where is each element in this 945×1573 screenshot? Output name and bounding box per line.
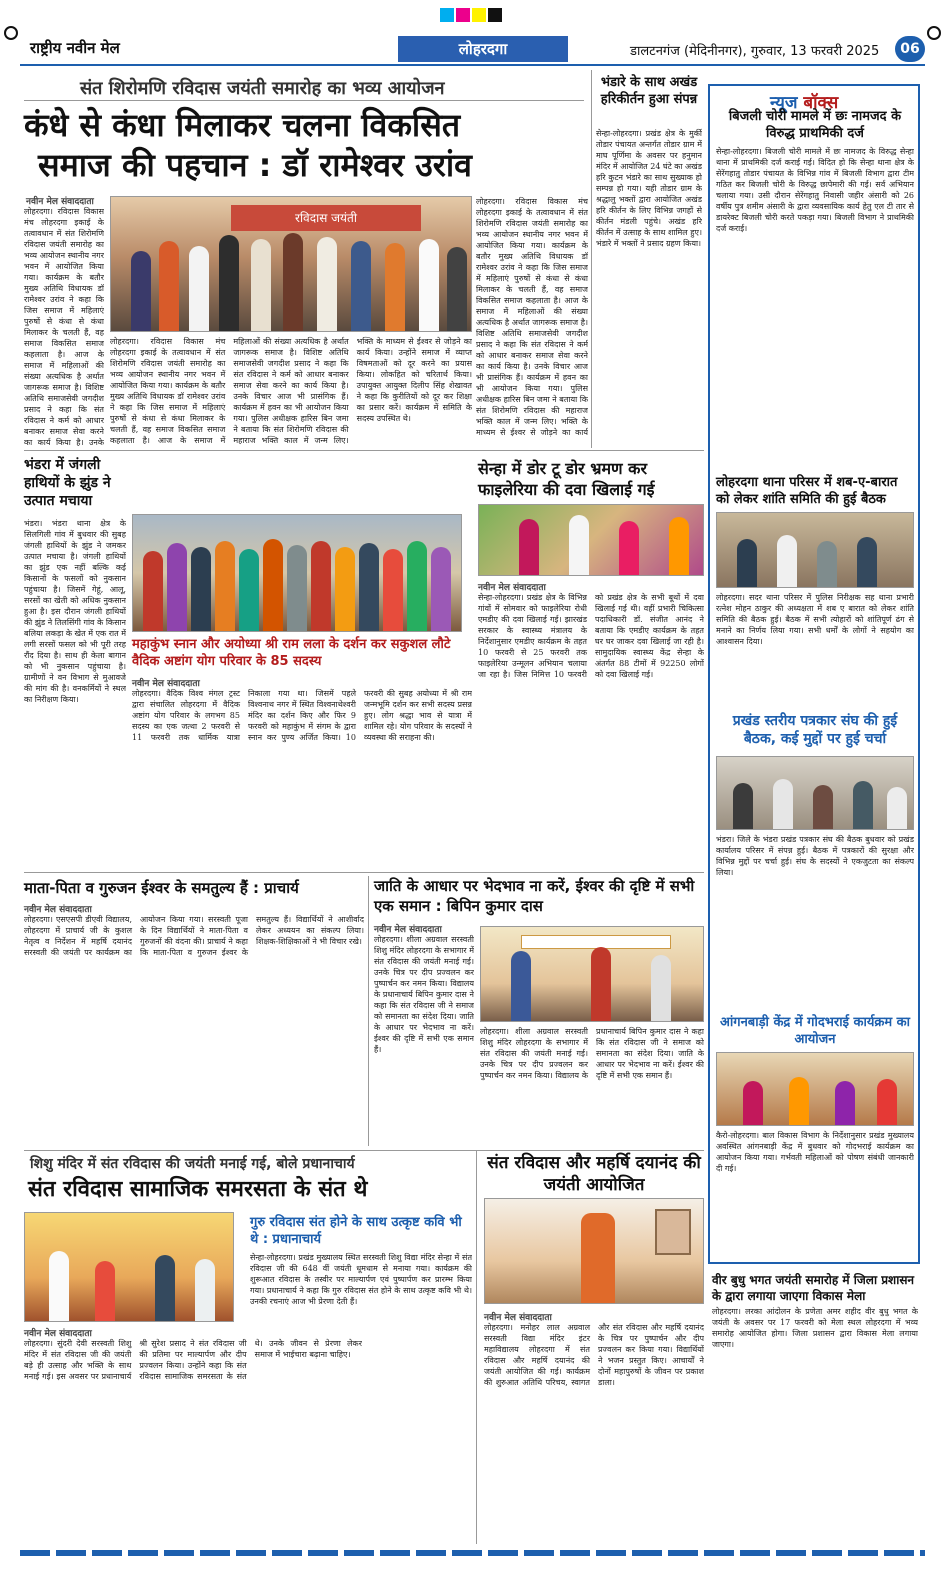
section-rule-3 (24, 1150, 704, 1151)
kumbh-byline: नवीन मेल संवाददाता (132, 679, 200, 689)
guru-headline: माता-पिता व गुरुजन ईश्वर के समतुल्य हैं : प्राचार्य (24, 879, 299, 897)
lead-headline-2: समाज की पहचान : डॉ रामेश्वर उरांव (38, 146, 472, 184)
lead-body-col1: लोहरदगा। रविदास विकास मंच लोहरदगा इकाई के तत्वावधान में संत शिरोमणि रविदास जयंती समारोह का भव्य आयोजन स्थानीय नगर भवन में आयोजित किया गया। कार्यक्रम के बतौर मुख्य अतिथि विधायक डॉ रामेश्वर उरांव ने कहा कि जिस समाज में महिलाएं पुरुषों से कंधा से कंधा मिलाकर के चलती हैं, वह समाज विकसित समाज कहलाता है। आज के समाज में महिलाओं की संख्या अत्यधिक है अर्थात जागरूक समाज है। विशिष्ट अतिथि समाजसेवी जगदीश प्रसाद ने कहा कि संत रविदास ने कर्म को आधार बनाकर समाज सेवा करने का कार्य किया है। उनके (24, 207, 104, 446)
kumbh-body: लोहरदगा। वैदिक विश्व मंगल ट्रस्ट द्वारा संचालित लोहरदगा में वैदिक अष्टांग योग परिवार के लगभग 85 सदस्य का एक जत्था 2 फरवरी से 11 फरवरी तक धार्मिक यात्रा निकाला गया था। जिसमें पहले विश्वनाथ नगर में स्थित विश्वनाथेश्वरी मंदिर का दर्शन किए और फिर 9 फरवरी को महाकुंभ में संगम के द्वारा स्नान कर पुण्य अर्जित किया। 10 फरवरी की सुबह अयोध्या में श्री राम जन्मभूमि दर्शन कर सभी सदस्य प्रसन्न हुए। लोग श्रद्धा भाव से यात्रा में शामिल रहे। योग परिवार के सदस्यों ने व्यवस्था की सराहना की। (132, 689, 472, 742)
filaria-photo (478, 504, 704, 576)
newsbox-b3: भंडरा। जिले के भंडरा प्रखंड पत्रकार संघ की बैठक बुधवार को प्रखंड कार्यालय परिसर में संपन्न हुई। बैठक में पत्रकारों की सुरक्षा और विभिन्न मुद्दों पर चर्चा हुई। संघ के सदस्यों ने एकजुटता का संकल्प लिया। (716, 835, 914, 877)
jati-body-right: लोहरदगा। शीला अग्रवाल सरस्वती शिशु मंदिर लोहरदगा के सभागार में संत रविदास की जयंती मनाई गई। उनके चित्र पर दीप प्रज्वलन कर पुष्पार्चन कर नमन किया। विद्यालय के प्रधानाचार्य बिपिन कुमार दास ने कहा कि संत रविदास जी ने समाज को समानता का संदेश दिया। जाति के आधार पर भेदभाव ना करें। ईश्वर की दृष्टि में सभी एक समान हैं। (480, 1027, 704, 1080)
kumbh-photo (132, 514, 462, 632)
shishu-body: लोहरदगा। सुंदरी देवी सरस्वती शिशु मंदिर में संत रविदास जी की जयंती बड़े ही उत्साह और भक्ति के साथ मनाई गई। इस अवसर पर प्रधानाचार्य श्री सुरेश प्रसाद ने संत रविदास जी की प्रतिमा पर माल्यार्पण और दीप प्रज्वलन किया। उन्होंने कहा कि संत रविदास सामाजिक समरसता के संत थे। उनके जीवन से प्रेरणा लेकर समाज में भाईचारा बढ़ाना चाहिए। (24, 1339, 362, 1381)
filaria-byline: नवीन मेल संवाददाता (478, 583, 546, 593)
registration-mark-left (4, 26, 18, 40)
shishu-kicker: शिशु मंदिर में संत रविदास की जयंती मनाई गई, बोले प्रधानाचार्य (30, 1156, 355, 1172)
color-bar-cyan (440, 8, 454, 22)
column-divider-2 (368, 876, 369, 1146)
kavi-body: सेन्हा-लोहरदगा। प्रखंड मुख्यालय स्थित सरस्वती शिशु विद्या मंदिर सेन्हा में संत रविदास जी की 648 वीं जयंती धूमधाम से मनाया गया। कार्यक्रम की शुरूआत रविदास के तस्वीर पर माल्यार्पण एवं पुष्पार्पण कर प्रारम्भ किया गया। प्रधानाचार्य ने कहा कि गुरु रविदास संत होने के साथ उत्कृष्ट कवि भी थे। उनकी रचनाएं आज भी प्रेरणा देती हैं। (250, 1253, 472, 1306)
section-rule (24, 450, 704, 451)
kirtan-headline: भंडारे के साथ अखंड हरिकीर्तन हुआ संपन्न (600, 75, 698, 107)
shishu-byline: नवीन मेल संवाददाता (24, 1329, 92, 1339)
shishu-headline: संत रविदास सामाजिक समरसता के संत थे (28, 1177, 368, 1202)
lead-headline-1: कंधे से कंधा मिलाकर चलना विकसित (24, 106, 461, 144)
dayanand-byline: नवीन मेल संवाददाता (484, 1313, 552, 1323)
kirtan-body: सेन्हा-लोहरदगा। प्रखंड क्षेत्र के मुर्की तोडार पंचायत अन्तर्गत तोडार ग्राम में माघ पूर्णिमा के अवसर पर हनुमान मंदिर में आयोजित 24 घंटे का अखंड हरि कुटन भंडारे का साथ सुख्याक हो सम्पन्न हो गया। यही तोडार ग्राम के श्रद्धालु भक्तों द्वारा आयोजित अखंड हरि कीर्तन के लिए विभिन्न जगहों से कीर्तन मंडली पहुंचे। अखंड हरि कीर्तन में उत्साह के साथ शामिल हुए। भंडारे में भक्तों ने प्रसाद ग्रहण किया। (596, 129, 702, 248)
lead-byline: नवीन मेल संवाददाता (26, 197, 94, 207)
section-rule-2 (24, 872, 704, 873)
color-bar-magenta (456, 8, 470, 22)
newsbox-photo-4 (716, 1052, 914, 1126)
jati-headline: जाति के आधार पर भेदभाव ना करें, ईश्वर की दृष्टि में सभी एक समान : बिपिन कुमार दास (374, 877, 695, 915)
guru-body: लोहरदगा। एसएसपी डीएवी विद्यालय, लोहरदगा में प्राचार्य जी के कुशल नेतृत्व व निर्देशन में महर्षि दयानंद सरस्वती की जयंती पर कार्यक्रम का आयोजन किया गया। सरस्वती पूजा के दिन विद्यार्थियों ने माता-पिता व गुरुजनों की वंदना की। प्राचार्य ने कहा कि माता-पिता व गुरुजन ईश्वर के समतुल्य हैं। विद्यार्थियों ने आशीर्वाद लेकर अध्ययन का संकल्प लिया। शिक्षक-शिक्षिकाओं ने भी विचार रखे। (24, 915, 364, 957)
elephant-headline: भंडरा में जंगली हाथियों के झुंड ने उत्पात मचाया (24, 457, 111, 509)
shishu-photo (24, 1212, 234, 1322)
dayanand-body: लोहरदगा। मनोहर लाल अग्रवाल सरस्वती विद्या मंदिर इंटर महाविद्यालय लोहरदगा में संत रविदास और महर्षि दयानंद की जयंती आयोजित की गई। कार्यक्रम की शुरुआत अतिथि परिचय, स्वागत और संत रविदास और महर्षि दयानंद के चित्र पर पुष्पार्चन और दीप प्रज्वलन कर किया गया। विद्यार्थियों ने भजन प्रस्तुत किए। आचार्यों ने दोनों महापुरुषों के जीवन पर प्रकाश डाला। (484, 1323, 704, 1387)
lead-body-right: लोहरदगा। रविदास विकास मंच लोहरदगा इकाई के तत्वावधान में संत शिरोमणि रविदास जयंती समारोह का भव्य आयोजन स्थानीय नगर भवन में आयोजित किया गया। कार्यक्रम के बतौर मुख्य अतिथि विधायक डॉ रामेश्वर उरांव ने कहा कि जिस समाज में महिलाएं पुरुषों से कंधा से कंधा मिलाकर के चलती हैं, वह समाज विकसित समाज कहलाता है। आज के समाज में महिलाओं की संख्या अत्यधिक है अर्थात जागरूक समाज है। विशिष्ट अतिथि समाजसेवी जगदीश प्रसाद ने कहा कि संत रविदास ने कर्म को आधार बनाकर समाज सेवा करने का कार्य किया है। उनके विचार आज भी प्रासंगिक हैं। कार्यक्रम में हवन का भी आयोजन किया गया। पुलिस अधीक्षक हारिस बिन जमा ने बताया कि संत शिरोमणि रविदास की महाराज भक्ति काल में जन्म लिए। भक्ति के माध्यम से ईश्वर से जोड़ने का कार्य (476, 197, 588, 437)
dateline: डालटनगंज (मेदिनीनगर), गुरुवार, 13 फरवरी 2025 (630, 44, 880, 59)
newsbox-b4: कैरो-लोहरदगा। बाल विकास विभाग के निर्देशानुसार प्रखंड मुख्यालय अवस्थित आंगनबाड़ी केंद्र में बुधवार को गोदभराई कार्यक्रम का आयोजन किया गया। गर्भवती महिलाओं को पोषण संबंधी जानकारी दी गई। (716, 1131, 914, 1173)
guru-byline: नवीन मेल संवाददाता (24, 905, 92, 915)
newsbox-h4: आंगनबाड़ी केंद्र में गोदभराई कार्यक्रम का आयोजन (719, 1015, 911, 1047)
newsbox-h5: वीर बुधु भगत जयंती समारोह में जिला प्रशासन के द्वारा लगाया जाएगा विकास मेला (712, 1273, 915, 1303)
kumbh-headline: महाकुंभ स्नान और अयोध्या श्री राम लला के दर्शन कर सकुशल लौटे वैदिक अष्टांग योग परिवार के 85 सदस्य (132, 637, 451, 669)
column-divider (591, 70, 592, 448)
kavi-kicker: गुरु रविदास संत होने के साथ उत्कृष्ट कवि भी थे : प्रधानाचार्य (250, 1215, 462, 1247)
jati-photo (480, 926, 704, 1022)
newsbox-photo-2 (716, 512, 914, 588)
jati-byline: नवीन मेल संवाददाता (374, 925, 442, 935)
newsbox-h2: लोहरदगा थाना परिसर में शब-ए-बारात को लेकर शांति समिति की हुई बैठक (716, 475, 898, 507)
newsbox-photo-3 (716, 756, 914, 830)
filaria-headline: सेन्हा में डोर टू डोर भ्रमण कर फाइलेरिया की दवा खिलाई गई (478, 459, 655, 499)
newsbox-b5: लोहरदगा। लरका आंदोलन के प्रणेता अमर शहीद वीर बुधु भगत के जयंती के अवसर पर 17 फरवरी को मेला स्थल लोहरदगा में भव्य समारोह आयोजित होगा। जिला प्रशासन द्वारा विकास मेला लगाया जाएगा। (712, 1307, 918, 1349)
page-header (20, 36, 925, 62)
column-divider-3 (476, 1150, 477, 1544)
lead-photo (110, 196, 472, 332)
jati-body-left: लोहरदगा। शीला अग्रवाल सरस्वती शिशु मंदिर लोहरदगा के सभागार में संत रविदास की जयंती मनाई गई। उनके चित्र पर दीप प्रज्वलन कर पुष्पार्चन कर नमन किया। विद्यालय के प्रधानाचार्य बिपिन कुमार दास ने कहा कि संत रविदास जी ने समाज को समानता का संदेश दिया। जाति के आधार पर भेदभाव ना करें। ईश्वर की दृष्टि में सभी एक समान हैं। (374, 935, 474, 1054)
newsbox-b1: सेन्हा-लोहरदगा। बिजली चोरी मामले में छः नामजद के विरुद्ध सेन्हा थाना में प्राथमिकी दर्ज कराई गई। विदित हो कि सेन्हा थाना क्षेत्र के सेरेंगहातु तोडार पंचायत के विभिन्न गांव में बिजली विभाग द्वारा टीम गठित कर बिजली चोरी के विरुद्ध छापेमारी की गई। सर्व अभियान चलाया गया। उसी दौरान सेरेंगहातु निवासी जहीर अंसारी को 26 वर्षीय पुत्र शमीम अंसारी के द्वारा व्यवसायिक कार्य हेतु एल टी तार से डायरेक्ट बिजली चोरी करते पकड़ा गया। बिजली विभाग ने प्राथमिकी दर्ज कराई। (716, 147, 914, 233)
header-rule (20, 64, 925, 66)
color-bar-black (488, 8, 502, 22)
dayanand-headline: संत रविदास और महर्षि दयानंद की जयंती आयोजित (487, 1153, 701, 1195)
newspaper-logo: राष्ट्रीय नवीन मेल (30, 39, 120, 57)
newsbox-h1: बिजली चोरी मामले में छः नामजद के विरुद्ध प्राथमिकी दर्ज (728, 109, 902, 141)
footer-bar (20, 1550, 925, 1556)
news-box-title-b: बॉक्स (803, 93, 839, 113)
elephant-body: भंडरा। भंडरा थाना क्षेत्र के सिलगिली गांव में बुधवार की सुबह जंगली हाथियों के झुंड ने जमकर उत्पात मचाया है। जंगली हाथियों का झुंड एक नहीं बल्कि कई किसानों के फसलों को नुकसान पहुंचाया है। जिसमें गेहूं, आलू, सरसों का खेती को अधिक नुकसान हुआ है। इस दौरान जंगली हाथियों की झुंड ने तिलसिंगी गांव के किसान बलिया लकड़ा के खेत में एक रात में लगी सरसों फसल को भी पूरी तरह रौंद दिया है। साथ ही केला बागान को भी नुकसान पहुंचाया है। ग्रामीणों ने वन विभाग से मुआवजे की मांग की है। वनकर्मियों ने स्थल का निरीक्षण किया। (24, 519, 126, 704)
newsbox-h3: प्रखंड स्तरीय पत्रकार संघ की हुई बैठक, कई मुद्दों पर हुई चर्चा (732, 713, 898, 747)
filaria-body: सेन्हा-लोहरदगा। प्रखंड क्षेत्र के विभिन्न गांवों में सोमवार को फाइलेरिया रोधी एमडीए की दवा खिलाई गई। झारखंड सरकार के स्वास्थ्य मंत्रालय के निर्देशानुसार एमडीए कार्यक्रम के तहत 10 फरवरी से 25 फरवरी तक फाइलेरिया उन्मूलन अभियान चलाया जा रहा है। जिस निमित्त 10 फरवरी को प्रखंड क्षेत्र के सभी बूथों में दवा खिलाई गई थी। वहीं प्रभारी चिकित्सा पदाधिकारी डॉ. संजीत आनंद ने बताया कि एमडीए कार्यक्रम के तहत घर घर जाकर दवा खिलाई जा रही है। सामुदायिक स्वास्थ्य केंद्र सेन्हा के अंतर्गत 88 टीमों में 92250 लोगों को दवा खिलाई गई। (478, 593, 704, 679)
newsbox-b2: लोहरदगा। सदर थाना परिसर में पुलिस निरीक्षक सह थाना प्रभारी रत्नेश मोहन ठाकुर की अध्यक्षता में शब ए बारात को लेकर शांति समिति की बैठक हुई। बैठक में सभी त्योहारों को शांतिपूर्ण ढंग से मनाने का निर्णय लिया गया। सभी धर्मों के लोगों ने सहयोग का आश्वासन दिया। (716, 593, 914, 646)
kicker-rule (24, 100, 584, 101)
news-box-title-a: न्यूज (770, 93, 798, 113)
registration-mark-right (927, 26, 941, 40)
page-number: 06 (895, 36, 925, 62)
color-bar-yellow (472, 8, 486, 22)
lead-body-cols: लोहरदगा। रविदास विकास मंच लोहरदगा इकाई के तत्वावधान में संत शिरोमणि रविदास जयंती समारोह का भव्य आयोजन स्थानीय नगर भवन में आयोजित किया गया। कार्यक्रम के बतौर मुख्य अतिथि विधायक डॉ रामेश्वर उरांव ने कहा कि जिस समाज में महिलाएं पुरुषों से कंधा से कंधा मिलाकर के चलती हैं, वह समाज विकसित समाज कहलाता है। आज के समाज में महिलाओं की संख्या अत्यधिक है अर्थात जागरूक समाज है। विशिष्ट अतिथि समाजसेवी जगदीश प्रसाद ने कहा कि संत रविदास ने कर्म को आधार बनाकर समाज सेवा करने का कार्य किया है। उनके विचार आज भी प्रासंगिक हैं। कार्यक्रम में हवन का भी आयोजन किया गया। पुलिस अधीक्षक हारिस बिन जमा ने बताया कि संत शिरोमणि रविदास की महाराज भक्ति काल में जन्म लिए। भक्ति के माध्यम से ईश्वर से जोड़ने का कार्य किया। उन्होंने समाज में व्याप्त विषमताओं को दूर करने का प्रयास किया। लोकहित को चरितार्थ किया। उपायुक्त आयुक्त दिलीप सिंह शेखावत ने कहा कि कुरीतियों को दूर कर शिक्षा का प्रसार करें। कार्यक्रम में समिति के सदस्य उपस्थित थे। (110, 337, 472, 445)
dayanand-photo (484, 1198, 704, 1304)
lead-photo-banner: रविदास जयंती (231, 205, 421, 231)
section-tag: लोहरदगा (398, 36, 568, 62)
lead-kicker: संत शिरोमणि रविदास जयंती समारोह का भव्य आयोजन (80, 78, 445, 99)
